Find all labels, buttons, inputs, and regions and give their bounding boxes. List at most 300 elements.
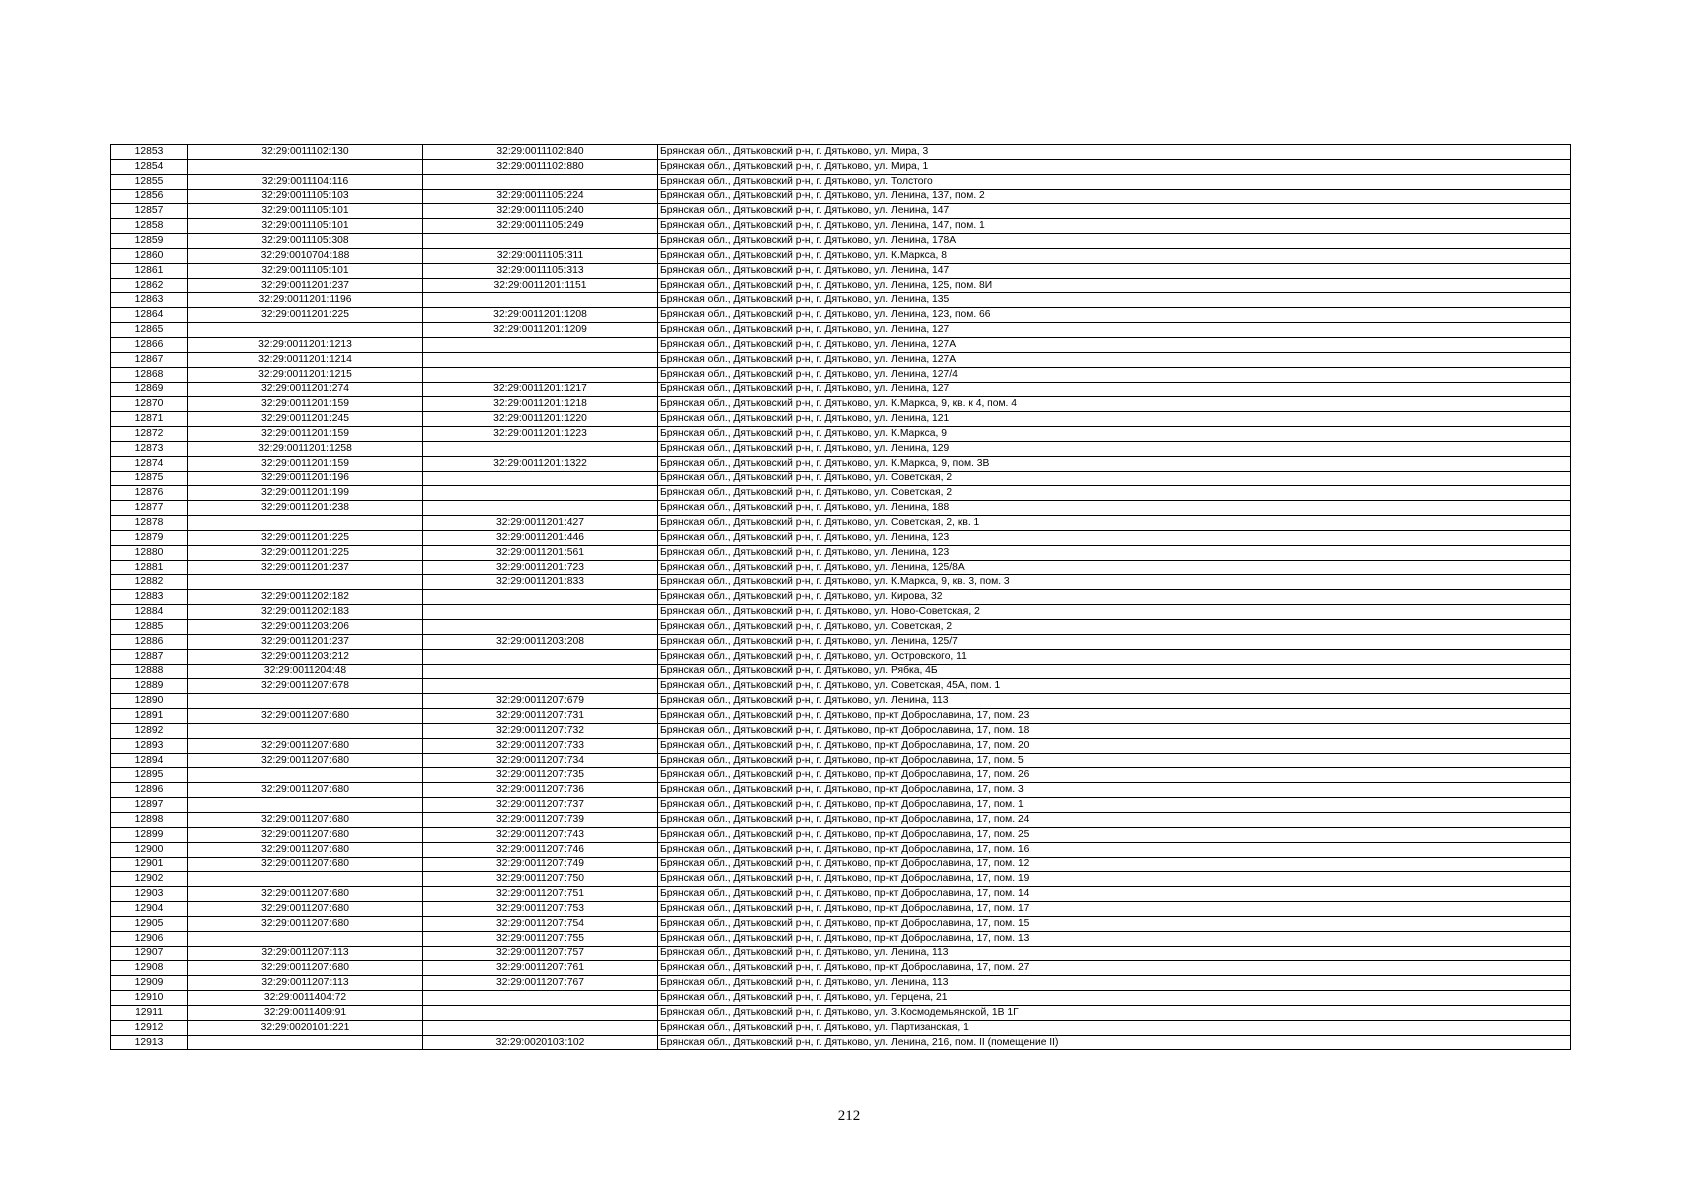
row-number-cell: 12866 xyxy=(111,337,188,352)
parcel-cadastral-number-cell xyxy=(188,872,423,887)
parcel-cadastral-number-cell: 32:29:0011207:680 xyxy=(188,916,423,931)
object-cadastral-number-cell: 32:29:0011207:739 xyxy=(423,812,658,827)
address-cell: Брянская обл., Дятьковский р-н, г. Дятьково, ул. Ленина, 188 xyxy=(658,501,1571,516)
parcel-cadastral-number-cell: 32:29:0011104:116 xyxy=(188,174,423,189)
row-number-cell: 12853 xyxy=(111,145,188,160)
row-number-cell: 12891 xyxy=(111,709,188,724)
address-cell: Брянская обл., Дятьковский р-н, г. Дятьково, ул. Ленина, 113 xyxy=(658,976,1571,991)
address-cell: Брянская обл., Дятьковский р-н, г. Дятьково, ул. З.Космодемьянской, 1В 1Г xyxy=(658,1005,1571,1020)
table-row xyxy=(111,798,1571,813)
address-cell: Брянская обл., Дятьковский р-н, г. Дятьково, ул. Ленина, 216, пом. II (помещение II) xyxy=(658,1035,1571,1050)
table-row xyxy=(111,694,1571,709)
parcel-cadastral-number-cell xyxy=(188,694,423,709)
object-cadastral-number-cell xyxy=(423,501,658,516)
object-cadastral-number-cell: 32:29:0011102:880 xyxy=(423,159,658,174)
table-row xyxy=(111,352,1571,367)
address-cell: Брянская обл., Дятьковский р-н, г. Дятьково, пр-кт Доброславина, 17, пом. 27 xyxy=(658,961,1571,976)
table-row xyxy=(111,768,1571,783)
table-row xyxy=(111,664,1571,679)
table-row xyxy=(111,738,1571,753)
row-number-cell: 12872 xyxy=(111,427,188,442)
table-row xyxy=(111,961,1571,976)
parcel-cadastral-number-cell: 32:29:0011207:678 xyxy=(188,679,423,694)
parcel-cadastral-number-cell: 32:29:0011201:237 xyxy=(188,634,423,649)
address-cell: Брянская обл., Дятьковский р-н, г. Дятьково, ул. Ленина, 123, пом. 66 xyxy=(658,308,1571,323)
parcel-cadastral-number-cell xyxy=(188,1035,423,1050)
object-cadastral-number-cell xyxy=(423,352,658,367)
table-row xyxy=(111,248,1571,263)
object-cadastral-number-cell: 32:29:0011201:427 xyxy=(423,516,658,531)
object-cadastral-number-cell: 32:29:0011207:734 xyxy=(423,753,658,768)
object-cadastral-number-cell: 32:29:0020103:102 xyxy=(423,1035,658,1050)
object-cadastral-number-cell xyxy=(423,1020,658,1035)
table-row xyxy=(111,471,1571,486)
object-cadastral-number-cell: 32:29:0011201:1322 xyxy=(423,456,658,471)
object-cadastral-number-cell xyxy=(423,293,658,308)
row-number-cell: 12871 xyxy=(111,412,188,427)
row-number-cell: 12890 xyxy=(111,694,188,709)
parcel-cadastral-number-cell xyxy=(188,768,423,783)
table-row xyxy=(111,145,1571,160)
object-cadastral-number-cell xyxy=(423,679,658,694)
row-number-cell: 12895 xyxy=(111,768,188,783)
table-row xyxy=(111,679,1571,694)
object-cadastral-number-cell: 32:29:0011207:749 xyxy=(423,857,658,872)
table-row xyxy=(111,916,1571,931)
parcel-cadastral-number-cell: 32:29:0011201:1258 xyxy=(188,441,423,456)
address-cell: Брянская обл., Дятьковский р-н, г. Дятьково, пр-кт Доброславина, 17, пом. 17 xyxy=(658,902,1571,917)
row-number-cell: 12878 xyxy=(111,516,188,531)
address-cell: Брянская обл., Дятьковский р-н, г. Дятьково, пр-кт Доброславина, 17, пом. 19 xyxy=(658,872,1571,887)
parcel-cadastral-number-cell: 32:29:0011207:680 xyxy=(188,857,423,872)
object-cadastral-number-cell xyxy=(423,991,658,1006)
row-number-cell: 12868 xyxy=(111,367,188,382)
row-number-cell: 12880 xyxy=(111,545,188,560)
object-cadastral-number-cell: 32:29:0011201:833 xyxy=(423,575,658,590)
address-cell: Брянская обл., Дятьковский р-н, г. Дятьково, ул. Ленина, 127/4 xyxy=(658,367,1571,382)
table-row xyxy=(111,812,1571,827)
row-number-cell: 12886 xyxy=(111,634,188,649)
object-cadastral-number-cell xyxy=(423,337,658,352)
row-number-cell: 12905 xyxy=(111,916,188,931)
address-cell: Брянская обл., Дятьковский р-н, г. Дятьково, пр-кт Доброславина, 17, пом. 24 xyxy=(658,812,1571,827)
table-row xyxy=(111,560,1571,575)
address-cell: Брянская обл., Дятьковский р-н, г. Дятьково, ул. Ленина, 127 xyxy=(658,382,1571,397)
address-cell: Брянская обл., Дятьковский р-н, г. Дятьково, ул. Советская, 2 xyxy=(658,620,1571,635)
object-cadastral-number-cell: 32:29:0011201:1217 xyxy=(423,382,658,397)
address-cell: Брянская обл., Дятьковский р-н, г. Дятьково, ул. Ленина, 147 xyxy=(658,204,1571,219)
address-cell: Брянская обл., Дятьковский р-н, г. Дятьково, пр-кт Доброславина, 17, пом. 16 xyxy=(658,842,1571,857)
table-row xyxy=(111,1005,1571,1020)
table-row xyxy=(111,412,1571,427)
address-cell: Брянская обл., Дятьковский р-н, г. Дятьково, пр-кт Доброславина, 17, пом. 3 xyxy=(658,783,1571,798)
parcel-cadastral-number-cell: 32:29:0011207:680 xyxy=(188,902,423,917)
parcel-cadastral-number-cell: 32:29:0011105:101 xyxy=(188,263,423,278)
address-cell: Брянская обл., Дятьковский р-н, г. Дятьково, ул. Островского, 11 xyxy=(658,649,1571,664)
address-cell: Брянская обл., Дятьковский р-н, г. Дятьково, пр-кт Доброславина, 17, пом. 18 xyxy=(658,723,1571,738)
address-cell: Брянская обл., Дятьковский р-н, г. Дятьково, пр-кт Доброславина, 17, пом. 20 xyxy=(658,738,1571,753)
table-row xyxy=(111,501,1571,516)
parcel-cadastral-number-cell xyxy=(188,575,423,590)
object-cadastral-number-cell: 32:29:0011201:446 xyxy=(423,530,658,545)
object-cadastral-number-cell xyxy=(423,486,658,501)
parcel-cadastral-number-cell: 32:29:0011204:48 xyxy=(188,664,423,679)
object-cadastral-number-cell: 32:29:0011102:840 xyxy=(423,145,658,160)
address-cell: Брянская обл., Дятьковский р-н, г. Дятьково, пр-кт Доброславина, 17, пом. 13 xyxy=(658,931,1571,946)
object-cadastral-number-cell xyxy=(423,620,658,635)
page-number: 212 xyxy=(837,1108,861,1124)
table-row xyxy=(111,337,1571,352)
address-cell: Брянская обл., Дятьковский р-н, г. Дятьково, ул. Ленина, 178А xyxy=(658,234,1571,249)
table-row xyxy=(111,293,1571,308)
address-cell: Брянская обл., Дятьковский р-н, г. Дятьково, пр-кт Доброславина, 17, пом. 15 xyxy=(658,916,1571,931)
table-row xyxy=(111,783,1571,798)
address-cell: Брянская обл., Дятьковский р-н, г. Дятьково, ул. Ленина, 125/7 xyxy=(658,634,1571,649)
table-row xyxy=(111,427,1571,442)
object-cadastral-number-cell: 32:29:0011201:561 xyxy=(423,545,658,560)
address-cell: Брянская обл., Дятьковский р-н, г. Дятьково, ул. Ленина, 137, пом. 2 xyxy=(658,189,1571,204)
parcel-cadastral-number-cell: 32:29:0011201:1215 xyxy=(188,367,423,382)
address-cell: Брянская обл., Дятьковский р-н, г. Дятьково, ул. К.Маркса, 9, пом. 3В xyxy=(658,456,1571,471)
parcel-cadastral-number-cell: 32:29:0011203:212 xyxy=(188,649,423,664)
table-row xyxy=(111,234,1571,249)
row-number-cell: 12860 xyxy=(111,248,188,263)
row-number-cell: 12876 xyxy=(111,486,188,501)
table-row xyxy=(111,709,1571,724)
address-cell: Брянская обл., Дятьковский р-н, г. Дятьково, пр-кт Доброславина, 17, пом. 26 xyxy=(658,768,1571,783)
object-cadastral-number-cell: 32:29:0011207:731 xyxy=(423,709,658,724)
table-row xyxy=(111,219,1571,234)
object-cadastral-number-cell xyxy=(423,441,658,456)
parcel-cadastral-number-cell: 32:29:0011105:308 xyxy=(188,234,423,249)
object-cadastral-number-cell: 32:29:0011207:767 xyxy=(423,976,658,991)
row-number-cell: 12875 xyxy=(111,471,188,486)
table-row xyxy=(111,649,1571,664)
parcel-cadastral-number-cell: 32:29:0011207:680 xyxy=(188,961,423,976)
address-cell: Брянская обл., Дятьковский р-н, г. Дятьково, ул. К.Маркса, 9, кв. к 4, пом. 4 xyxy=(658,397,1571,412)
row-number-cell: 12907 xyxy=(111,946,188,961)
address-cell: Брянская обл., Дятьковский р-н, г. Дятьково, ул. Советская, 2, кв. 1 xyxy=(658,516,1571,531)
row-number-cell: 12856 xyxy=(111,189,188,204)
parcel-cadastral-number-cell: 32:29:0011201:237 xyxy=(188,278,423,293)
address-cell: Брянская обл., Дятьковский р-н, г. Дятьково, ул. Ленина, 129 xyxy=(658,441,1571,456)
table-row xyxy=(111,1020,1571,1035)
table-row xyxy=(111,382,1571,397)
table-row xyxy=(111,605,1571,620)
parcel-cadastral-number-cell: 32:29:0011102:130 xyxy=(188,145,423,160)
table-row xyxy=(111,456,1571,471)
row-number-cell: 12913 xyxy=(111,1035,188,1050)
address-cell: Брянская обл., Дятьковский р-н, г. Дятьково, ул. Мира, 3 xyxy=(658,145,1571,160)
row-number-cell: 12859 xyxy=(111,234,188,249)
address-cell: Брянская обл., Дятьковский р-н, г. Дятьково, ул. Ленина, 125/8А xyxy=(658,560,1571,575)
row-number-cell: 12883 xyxy=(111,590,188,605)
parcel-cadastral-number-cell: 32:29:0011201:225 xyxy=(188,545,423,560)
row-number-cell: 12906 xyxy=(111,931,188,946)
object-cadastral-number-cell xyxy=(423,590,658,605)
row-number-cell: 12873 xyxy=(111,441,188,456)
table-row xyxy=(111,308,1571,323)
object-cadastral-number-cell: 32:29:0011207:743 xyxy=(423,827,658,842)
row-number-cell: 12888 xyxy=(111,664,188,679)
row-number-cell: 12882 xyxy=(111,575,188,590)
object-cadastral-number-cell: 32:29:0011207:761 xyxy=(423,961,658,976)
parcel-cadastral-number-cell: 32:29:0011207:680 xyxy=(188,827,423,842)
object-cadastral-number-cell: 32:29:0011105:311 xyxy=(423,248,658,263)
parcel-cadastral-number-cell: 32:29:0011201:159 xyxy=(188,427,423,442)
row-number-cell: 12899 xyxy=(111,827,188,842)
table-row xyxy=(111,516,1571,531)
address-cell: Брянская обл., Дятьковский р-н, г. Дятьково, пр-кт Доброславина, 17, пом. 5 xyxy=(658,753,1571,768)
parcel-cadastral-number-cell xyxy=(188,323,423,338)
address-cell: Брянская обл., Дятьковский р-н, г. Дятьково, ул. Ленина, 127А xyxy=(658,337,1571,352)
row-number-cell: 12894 xyxy=(111,753,188,768)
address-cell: Брянская обл., Дятьковский р-н, г. Дятьково, ул. Советская, 2 xyxy=(658,471,1571,486)
row-number-cell: 12901 xyxy=(111,857,188,872)
table-row xyxy=(111,189,1571,204)
table-row xyxy=(111,753,1571,768)
parcel-cadastral-number-cell: 32:29:0010704:188 xyxy=(188,248,423,263)
table-row xyxy=(111,634,1571,649)
parcel-cadastral-number-cell: 32:29:0011207:680 xyxy=(188,887,423,902)
object-cadastral-number-cell: 32:29:0011201:1209 xyxy=(423,323,658,338)
row-number-cell: 12854 xyxy=(111,159,188,174)
table-row xyxy=(111,887,1571,902)
object-cadastral-number-cell: 32:29:0011201:1151 xyxy=(423,278,658,293)
object-cadastral-number-cell xyxy=(423,605,658,620)
object-cadastral-number-cell: 32:29:0011203:208 xyxy=(423,634,658,649)
parcel-cadastral-number-cell: 32:29:0011201:159 xyxy=(188,456,423,471)
object-cadastral-number-cell: 32:29:0011207:751 xyxy=(423,887,658,902)
object-cadastral-number-cell: 32:29:0011201:723 xyxy=(423,560,658,575)
object-cadastral-number-cell: 32:29:0011105:313 xyxy=(423,263,658,278)
row-number-cell: 12867 xyxy=(111,352,188,367)
row-number-cell: 12862 xyxy=(111,278,188,293)
row-number-cell: 12911 xyxy=(111,1005,188,1020)
registry-table-body xyxy=(111,145,1571,1050)
parcel-cadastral-number-cell: 32:29:0011202:183 xyxy=(188,605,423,620)
parcel-cadastral-number-cell: 32:29:0011207:680 xyxy=(188,783,423,798)
object-cadastral-number-cell xyxy=(423,649,658,664)
object-cadastral-number-cell: 32:29:0011105:240 xyxy=(423,204,658,219)
object-cadastral-number-cell: 32:29:0011207:732 xyxy=(423,723,658,738)
parcel-cadastral-number-cell: 32:29:0011203:206 xyxy=(188,620,423,635)
row-number-cell: 12870 xyxy=(111,397,188,412)
row-number-cell: 12896 xyxy=(111,783,188,798)
table-row xyxy=(111,872,1571,887)
row-number-cell: 12877 xyxy=(111,501,188,516)
table-row xyxy=(111,827,1571,842)
parcel-cadastral-number-cell: 32:29:0011201:238 xyxy=(188,501,423,516)
address-cell: Брянская обл., Дятьковский р-н, г. Дятьково, ул. К.Маркса, 9 xyxy=(658,427,1571,442)
row-number-cell: 12897 xyxy=(111,798,188,813)
object-cadastral-number-cell: 32:29:0011105:249 xyxy=(423,219,658,234)
table-row xyxy=(111,323,1571,338)
row-number-cell: 12893 xyxy=(111,738,188,753)
address-cell: Брянская обл., Дятьковский р-н, г. Дятьково, ул. К.Маркса, 9, кв. 3, пом. 3 xyxy=(658,575,1571,590)
table-row xyxy=(111,620,1571,635)
row-number-cell: 12892 xyxy=(111,723,188,738)
object-cadastral-number-cell: 32:29:0011207:755 xyxy=(423,931,658,946)
address-cell: Брянская обл., Дятьковский р-н, г. Дятьково, ул. Ленина, 123 xyxy=(658,530,1571,545)
row-number-cell: 12864 xyxy=(111,308,188,323)
address-cell: Брянская обл., Дятьковский р-н, г. Дятьково, ул. Мира, 1 xyxy=(658,159,1571,174)
row-number-cell: 12898 xyxy=(111,812,188,827)
table-row xyxy=(111,575,1571,590)
parcel-cadastral-number-cell: 32:29:0011202:182 xyxy=(188,590,423,605)
table-row xyxy=(111,976,1571,991)
parcel-cadastral-number-cell: 32:29:0011207:113 xyxy=(188,946,423,961)
table-row xyxy=(111,204,1571,219)
parcel-cadastral-number-cell: 32:29:0011201:1214 xyxy=(188,352,423,367)
object-cadastral-number-cell xyxy=(423,471,658,486)
address-cell: Брянская обл., Дятьковский р-н, г. Дятьково, ул. Толстого xyxy=(658,174,1571,189)
object-cadastral-number-cell xyxy=(423,664,658,679)
parcel-cadastral-number-cell: 32:29:0011404:72 xyxy=(188,991,423,1006)
address-cell: Брянская обл., Дятьковский р-н, г. Дятьково, ул. Ленина, 127А xyxy=(658,352,1571,367)
table-row xyxy=(111,590,1571,605)
parcel-cadastral-number-cell: 32:29:0011201:1213 xyxy=(188,337,423,352)
object-cadastral-number-cell: 32:29:0011207:735 xyxy=(423,768,658,783)
parcel-cadastral-number-cell: 32:29:0011201:245 xyxy=(188,412,423,427)
parcel-cadastral-number-cell: 32:29:0011105:101 xyxy=(188,219,423,234)
address-cell: Брянская обл., Дятьковский р-н, г. Дятьково, ул. Ленина, 113 xyxy=(658,694,1571,709)
parcel-cadastral-number-cell: 32:29:0011409:91 xyxy=(188,1005,423,1020)
table-row xyxy=(111,842,1571,857)
address-cell: Брянская обл., Дятьковский р-н, г. Дятьково, ул. Партизанская, 1 xyxy=(658,1020,1571,1035)
address-cell: Брянская обл., Дятьковский р-н, г. Дятьково, ул. Ново-Советская, 2 xyxy=(658,605,1571,620)
row-number-cell: 12861 xyxy=(111,263,188,278)
row-number-cell: 12855 xyxy=(111,174,188,189)
parcel-cadastral-number-cell xyxy=(188,516,423,531)
row-number-cell: 12887 xyxy=(111,649,188,664)
row-number-cell: 12879 xyxy=(111,530,188,545)
table-row xyxy=(111,263,1571,278)
address-cell: Брянская обл., Дятьковский р-н, г. Дятьково, ул. Ленина, 125, пом. 8И xyxy=(658,278,1571,293)
parcel-cadastral-number-cell: 32:29:0011201:159 xyxy=(188,397,423,412)
row-number-cell: 12857 xyxy=(111,204,188,219)
object-cadastral-number-cell: 32:29:0011207:754 xyxy=(423,916,658,931)
address-cell: Брянская обл., Дятьковский р-н, г. Дятьково, ул. Ленина, 147, пом. 1 xyxy=(658,219,1571,234)
address-cell: Брянская обл., Дятьковский р-н, г. Дятьково, пр-кт Доброславина, 17, пом. 23 xyxy=(658,709,1571,724)
address-cell: Брянская обл., Дятьковский р-н, г. Дятьково, пр-кт Доброславина, 17, пом. 12 xyxy=(658,857,1571,872)
parcel-cadastral-number-cell: 32:29:0011201:225 xyxy=(188,530,423,545)
address-cell: Брянская обл., Дятьковский р-н, г. Дятьково, ул. Ленина, 113 xyxy=(658,946,1571,961)
table-row xyxy=(111,545,1571,560)
object-cadastral-number-cell: 32:29:0011207:746 xyxy=(423,842,658,857)
address-cell: Брянская обл., Дятьковский р-н, г. Дятьково, пр-кт Доброславина, 17, пом. 1 xyxy=(658,798,1571,813)
property-registry-table xyxy=(110,144,1571,1050)
object-cadastral-number-cell: 32:29:0011201:1218 xyxy=(423,397,658,412)
row-number-cell: 12900 xyxy=(111,842,188,857)
parcel-cadastral-number-cell: 32:29:0011207:680 xyxy=(188,753,423,768)
row-number-cell: 12889 xyxy=(111,679,188,694)
table-row xyxy=(111,486,1571,501)
table-row xyxy=(111,946,1571,961)
table-row xyxy=(111,857,1571,872)
parcel-cadastral-number-cell: 32:29:0011207:680 xyxy=(188,842,423,857)
object-cadastral-number-cell: 32:29:0011201:1223 xyxy=(423,427,658,442)
row-number-cell: 12909 xyxy=(111,976,188,991)
parcel-cadastral-number-cell: 32:29:0011207:113 xyxy=(188,976,423,991)
parcel-cadastral-number-cell: 32:29:0011201:199 xyxy=(188,486,423,501)
object-cadastral-number-cell: 32:29:0011201:1208 xyxy=(423,308,658,323)
row-number-cell: 12881 xyxy=(111,560,188,575)
parcel-cadastral-number-cell xyxy=(188,159,423,174)
address-cell: Брянская обл., Дятьковский р-н, г. Дятьково, ул. Ленина, 127 xyxy=(658,323,1571,338)
parcel-cadastral-number-cell xyxy=(188,931,423,946)
table-row xyxy=(111,278,1571,293)
row-number-cell: 12874 xyxy=(111,456,188,471)
address-cell: Брянская обл., Дятьковский р-н, г. Дятьково, ул. Кирова, 32 xyxy=(658,590,1571,605)
table-row xyxy=(111,441,1571,456)
table-row xyxy=(111,530,1571,545)
row-number-cell: 12912 xyxy=(111,1020,188,1035)
address-cell: Брянская обл., Дятьковский р-н, г. Дятьково, ул. Герцена, 21 xyxy=(658,991,1571,1006)
address-cell: Брянская обл., Дятьковский р-н, г. Дятьково, ул. Ленина, 123 xyxy=(658,545,1571,560)
row-number-cell: 12903 xyxy=(111,887,188,902)
table-row xyxy=(111,991,1571,1006)
table-row xyxy=(111,159,1571,174)
object-cadastral-number-cell: 32:29:0011207:733 xyxy=(423,738,658,753)
parcel-cadastral-number-cell: 32:29:0011201:274 xyxy=(188,382,423,397)
address-cell: Брянская обл., Дятьковский р-н, г. Дятьково, пр-кт Доброславина, 17, пом. 14 xyxy=(658,887,1571,902)
object-cadastral-number-cell: 32:29:0011105:224 xyxy=(423,189,658,204)
address-cell: Брянская обл., Дятьковский р-н, г. Дятьково, ул. Советская, 2 xyxy=(658,486,1571,501)
address-cell: Брянская обл., Дятьковский р-н, г. Дятьково, ул. К.Маркса, 8 xyxy=(658,248,1571,263)
object-cadastral-number-cell: 32:29:0011201:1220 xyxy=(423,412,658,427)
object-cadastral-number-cell xyxy=(423,367,658,382)
row-number-cell: 12904 xyxy=(111,902,188,917)
parcel-cadastral-number-cell: 32:29:0011207:680 xyxy=(188,812,423,827)
parcel-cadastral-number-cell xyxy=(188,723,423,738)
row-number-cell: 12858 xyxy=(111,219,188,234)
row-number-cell: 12884 xyxy=(111,605,188,620)
row-number-cell: 12865 xyxy=(111,323,188,338)
object-cadastral-number-cell: 32:29:0011207:750 xyxy=(423,872,658,887)
object-cadastral-number-cell: 32:29:0011207:736 xyxy=(423,783,658,798)
parcel-cadastral-number-cell: 32:29:0011201:196 xyxy=(188,471,423,486)
object-cadastral-number-cell: 32:29:0011207:757 xyxy=(423,946,658,961)
address-cell: Брянская обл., Дятьковский р-н, г. Дятьково, ул. Советская, 45А, пом. 1 xyxy=(658,679,1571,694)
object-cadastral-number-cell xyxy=(423,1005,658,1020)
address-cell: Брянская обл., Дятьковский р-н, г. Дятьково, ул. Рябка, 4Б xyxy=(658,664,1571,679)
table-row xyxy=(111,723,1571,738)
parcel-cadastral-number-cell xyxy=(188,798,423,813)
row-number-cell: 12863 xyxy=(111,293,188,308)
object-cadastral-number-cell xyxy=(423,234,658,249)
object-cadastral-number-cell xyxy=(423,174,658,189)
address-cell: Брянская обл., Дятьковский р-н, г. Дятьково, пр-кт Доброславина, 17, пом. 25 xyxy=(658,827,1571,842)
parcel-cadastral-number-cell: 32:29:0011105:103 xyxy=(188,189,423,204)
object-cadastral-number-cell: 32:29:0011207:679 xyxy=(423,694,658,709)
address-cell: Брянская обл., Дятьковский р-н, г. Дятьково, ул. Ленина, 121 xyxy=(658,412,1571,427)
row-number-cell: 12869 xyxy=(111,382,188,397)
table-row xyxy=(111,902,1571,917)
parcel-cadastral-number-cell: 32:29:0011201:1196 xyxy=(188,293,423,308)
parcel-cadastral-number-cell: 32:29:0011207:680 xyxy=(188,738,423,753)
object-cadastral-number-cell: 32:29:0011207:753 xyxy=(423,902,658,917)
parcel-cadastral-number-cell: 32:29:0011207:680 xyxy=(188,709,423,724)
parcel-cadastral-number-cell: 32:29:0011201:237 xyxy=(188,560,423,575)
table-row xyxy=(111,367,1571,382)
table-row xyxy=(111,1035,1571,1050)
table-row xyxy=(111,931,1571,946)
parcel-cadastral-number-cell: 32:29:0020101:221 xyxy=(188,1020,423,1035)
table-row xyxy=(111,397,1571,412)
parcel-cadastral-number-cell: 32:29:0011105:101 xyxy=(188,204,423,219)
table-row xyxy=(111,174,1571,189)
